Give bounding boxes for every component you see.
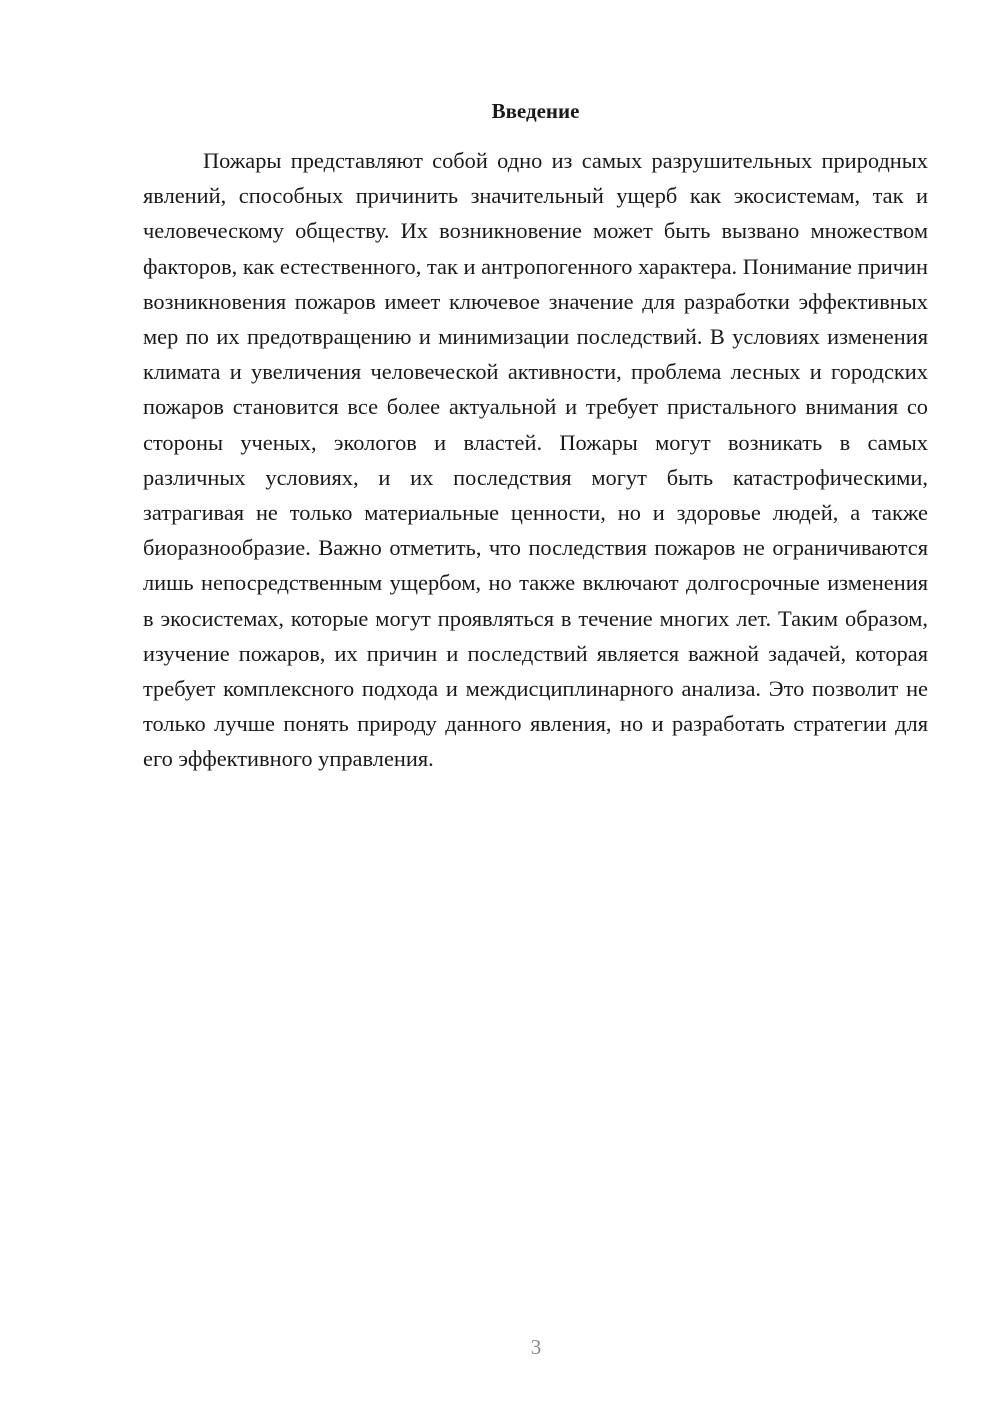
section-heading: Введение — [491, 99, 580, 123]
body-paragraph: Пожары представляют собой одно из самых разрушительных природных явлений, способных причинить значительный ущерб как экосистемам, так и человеческому обществу. Их возникновение может быть вызвано множеством факторов, как естественного, так и антропогенного характера. Понимание причин возникновения пожаров имеет ключевое значение для разработки эффективных мер по их предотвращению и минимизации последствий. В условиях изменения климата и увеличения человеческой активности, проблема лесных и городских пожаров становится все более актуальной и требует пристального внимания со стороны ученых, экологов и властей. Пожары могут возникать в самых различных условиях, и их последствия могут быть катастрофическими, затрагивая не только материальные ценности, но и здоровье людей, а также биоразнообразие. Важно отметить, что последствия пожаров не ограничиваются лишь непосредственным ущербом, но также включают долгосрочные изменения в экосистемах, которые могут проявляться в течение многих лет. Таким образом, изучение пожаров, их причин и последствий является важной задачей, которая требует комплексного подхода и междисциплинарного анализа. Это позволит не только лучше понять природу данного явления, но и разработать стратегии для его эффективного управления. — [143, 148, 928, 772]
page-number: 3 — [530, 1335, 542, 1359]
